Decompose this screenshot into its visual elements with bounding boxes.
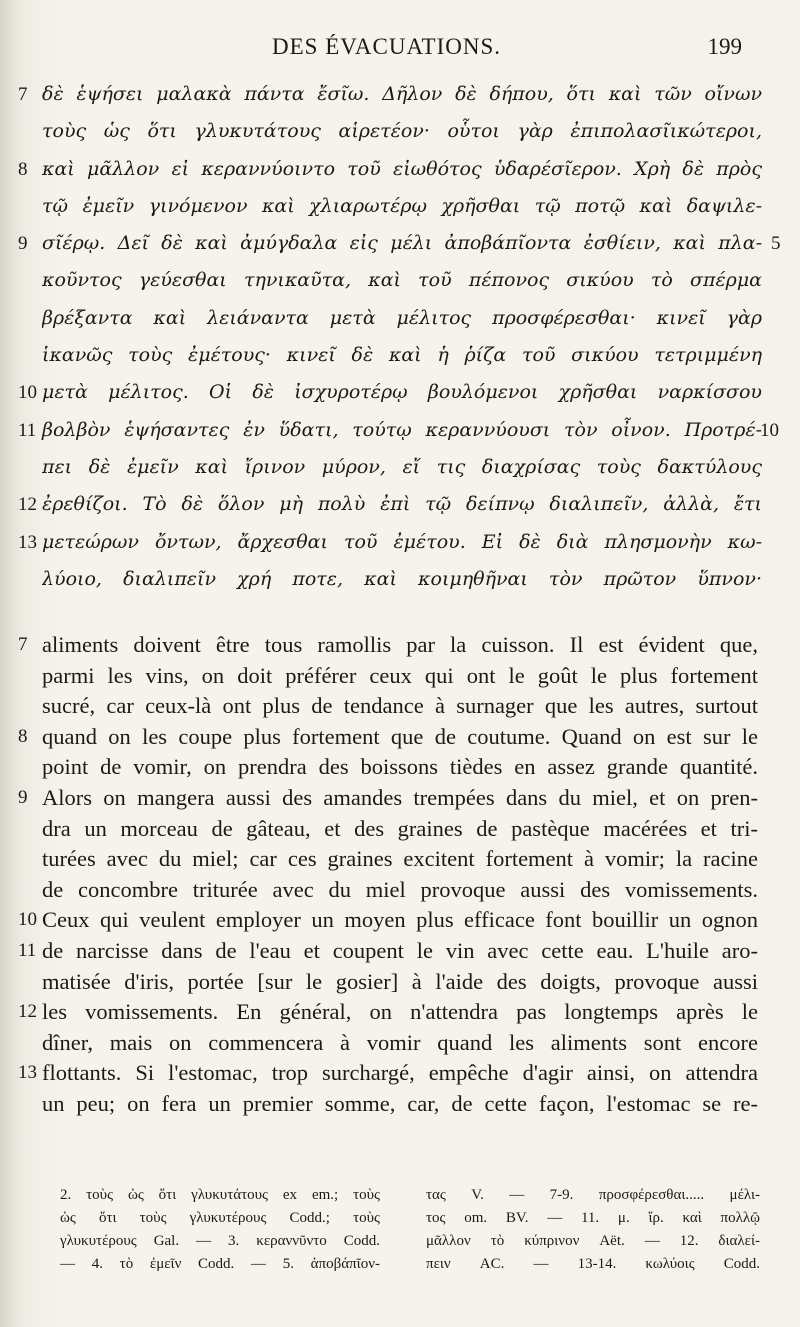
- text-line: [42, 752, 758, 783]
- text-line: [42, 449, 762, 486]
- text-line: [18, 936, 758, 967]
- section-number: 10: [18, 909, 37, 931]
- text-line: [18, 524, 762, 561]
- line-text: de narcisse dans de l'eau et coupent le vin avec cette eau. L'huile aro-: [42, 937, 758, 963]
- text-line: [42, 844, 758, 875]
- line-text: τοὺς ὡς ὅτι γλυκυτάτους αἱρετέον· οὗτοι γὰρ ἐπιπολασῖικώτεροι,: [42, 120, 762, 143]
- text-line: [18, 225, 762, 262]
- text-line: [42, 967, 758, 998]
- line-text: sucré, car ceux-là ont plus de tendance à surnager que les autres, surtout: [42, 693, 758, 719]
- footnote-line: τος om. BV. — 11. μ. ἴρ. καὶ πολλῷ: [426, 1210, 760, 1226]
- french-translation-block: [18, 630, 758, 1120]
- text-line: [42, 113, 762, 150]
- footnote-line: 2. τοὺς ὡς ὅτι γλυκυτάτους ex em.; τοὺς: [60, 1187, 380, 1203]
- section-number: 9: [18, 233, 28, 255]
- line-text: σῖέρῳ. Δεῖ δὲ καὶ ἀμύγδαλα εἰς μέλι ἀποβάπῖοντα ἐσθίειν, καὶ πλα-: [42, 232, 762, 255]
- text-line: [42, 691, 758, 722]
- line-text: dra un morceau de gâteau, et des graines de pastèque macérées et tri-: [42, 815, 758, 841]
- text-line: [42, 300, 762, 337]
- greek-text-block: [18, 76, 762, 598]
- footnotes-right-column: [426, 1184, 760, 1276]
- line-text: parmi les vins, on doit préférer ceux qui ont le goût le plus fortement: [42, 662, 758, 688]
- text-line: [42, 814, 758, 845]
- footnote-line: — 4. τὸ ἐμεῖν Codd. — 5. ἀποβάπῖον-: [60, 1256, 380, 1272]
- text-line: [42, 188, 762, 225]
- page-number: 199: [707, 34, 742, 59]
- text-line: [18, 151, 762, 188]
- line-text: les vomissements. En général, on n'attendra pas longtemps après le: [42, 999, 758, 1025]
- section-number: 7: [18, 84, 28, 105]
- line-text: matisée d'iris, portée [sur le gosier] à l'aide des doigts, provoque aussi: [42, 968, 758, 994]
- section-number: 13: [18, 531, 37, 553]
- footnotes-left-column: [60, 1184, 380, 1276]
- text-line: [18, 630, 758, 661]
- line-text: Alors on mangera aussi des amandes trempées dans du miel, et on pren-: [42, 784, 758, 810]
- text-line: [18, 76, 762, 113]
- line-text: flottants. Si l'estomac, trop surchargé, empêche d'agir ainsi, on attendra: [42, 1060, 758, 1086]
- section-number: 8: [18, 158, 28, 180]
- text-line: [42, 561, 762, 598]
- line-text: quand on les coupe plus fortement que de coutume. Quand on est sur le: [42, 723, 758, 749]
- section-number: 10: [18, 382, 37, 404]
- section-number: 11: [18, 939, 37, 961]
- text-line: [42, 262, 762, 299]
- text-line: [18, 722, 758, 753]
- section-number: 7: [18, 634, 28, 655]
- running-title: DES ÉVACUATIONS.: [272, 34, 501, 59]
- section-number: 12: [18, 1001, 37, 1023]
- text-line: [42, 875, 758, 906]
- margin-line-number-5: 5: [771, 233, 781, 254]
- margin-line-number-10: 10: [760, 420, 779, 441]
- line-text: aliments doivent être tous ramollis par la cuisson. Il est évident que,: [42, 632, 758, 657]
- section-number: 13: [18, 1062, 37, 1084]
- line-text: λύοιο, διαλιπεῖν χρή ποτε, καὶ κοιμηθῆναι τὸν πρῶτον ὕπνον·: [42, 567, 762, 590]
- text-line: [18, 374, 762, 411]
- line-text: ἱκανῶς τοὺς ἐμέτους· κινεῖ δὲ καὶ ἡ ῥίζα τοῦ σικύου τετριμμένη: [42, 344, 762, 367]
- text-line: [18, 783, 758, 814]
- line-text: ἐρεθίζοι. Τὸ δὲ ὅλον μὴ πολὺ ἐπὶ τῷ δείπνῳ διαλιπεῖν, ἀλλὰ, ἔτι: [42, 493, 762, 516]
- line-text: καὶ μᾶλλον εἰ κεραννύοιντο τοῦ εἰωθότος ὑδαρέσῖερον. Χρὴ δὲ πρὸς: [42, 157, 762, 180]
- line-text: μετεώρων ὄντων, ἄρχεσθαι τοῦ ἐμέτου. Εἰ δὲ διὰ πλησμονὴν κω-: [42, 530, 762, 553]
- text-line: [18, 997, 758, 1028]
- line-text: point de vomir, on prendra des boissons tièdes en assez grande quantité.: [42, 754, 758, 780]
- line-text: βολβὸν ἑψήσαντες ἐν ὕδατι, τούτῳ κεραννύουσι τὸν οἶνον. Προτρέ-: [42, 418, 762, 441]
- text-line: [42, 1089, 758, 1120]
- footnote-line: μᾶλλον τὸ κύπρινον Aët. — 12. διαλεί-: [426, 1233, 760, 1249]
- line-text: μετὰ μέλιτος. Οἱ δὲ ἰσχυροτέρῳ βουλόμενοι χρῆσθαι ναρκίσσου: [42, 381, 762, 404]
- text-line: [18, 1058, 758, 1089]
- line-text: τῷ ἐμεῖν γινόμενον καὶ χλιαρωτέρῳ χρῆσθαι τῷ ποτῷ καὶ δαψιλε-: [42, 194, 762, 217]
- text-line: [42, 337, 762, 374]
- section-number: 11: [18, 419, 37, 441]
- section-number: 12: [18, 494, 37, 516]
- line-text: turées avec du miel; car ces graines excitent fortement à vomir; la racine: [42, 846, 758, 872]
- footnote-line: τας V. — 7-9. προσφέρεσθαι..... μέλι-: [426, 1187, 760, 1203]
- line-text: κοῦντος γεύεσθαι τηνικαῦτα, καὶ τοῦ πέπονος σικύου τὸ σπέρμα: [42, 269, 762, 292]
- text-line: [42, 1028, 758, 1059]
- footnote-line: πειν AC. — 13-14. κωλύοις Codd.: [426, 1256, 760, 1272]
- section-number: 9: [18, 786, 28, 808]
- line-text: dîner, mais on commencera à vomir quand les aliments sont encore: [42, 1029, 758, 1055]
- page-header: [0, 34, 800, 64]
- line-text: Ceux qui veulent employer un moyen plus efficace font bouillir un ognon: [42, 907, 758, 933]
- text-line: [18, 412, 762, 449]
- section-number: 8: [18, 725, 28, 747]
- text-line: [42, 661, 758, 692]
- line-text: de concombre triturée avec du miel provoque aussi des vomissements.: [42, 876, 758, 902]
- text-line: [18, 486, 762, 523]
- text-line: [18, 905, 758, 936]
- line-text: un peu; on fera un premier somme, car, de cette façon, l'estomac se re-: [42, 1090, 758, 1116]
- footnote-line: γλυκυτέρους Gal. — 3. κεραννῦντο Codd.: [60, 1233, 380, 1249]
- line-text: πει δὲ ἐμεῖν καὶ ἴρινον μύρον, εἴ τις διαχρίσας τοὺς δακτύλους: [42, 455, 762, 478]
- line-text: δὲ ἑψήσει μαλακὰ πάντα ἔσῖω. Δῆλον δὲ δήπου, ὅτι καὶ τῶν οἴνων: [42, 83, 762, 105]
- footnote-line: ὡς ὅτι τοὺς γλυκυτέρους Codd.; τοὺς: [60, 1210, 380, 1226]
- line-text: βρέξαντα καὶ λειάναντα μετὰ μέλιτος προσφέρεσθαι· κινεῖ γὰρ: [42, 306, 762, 329]
